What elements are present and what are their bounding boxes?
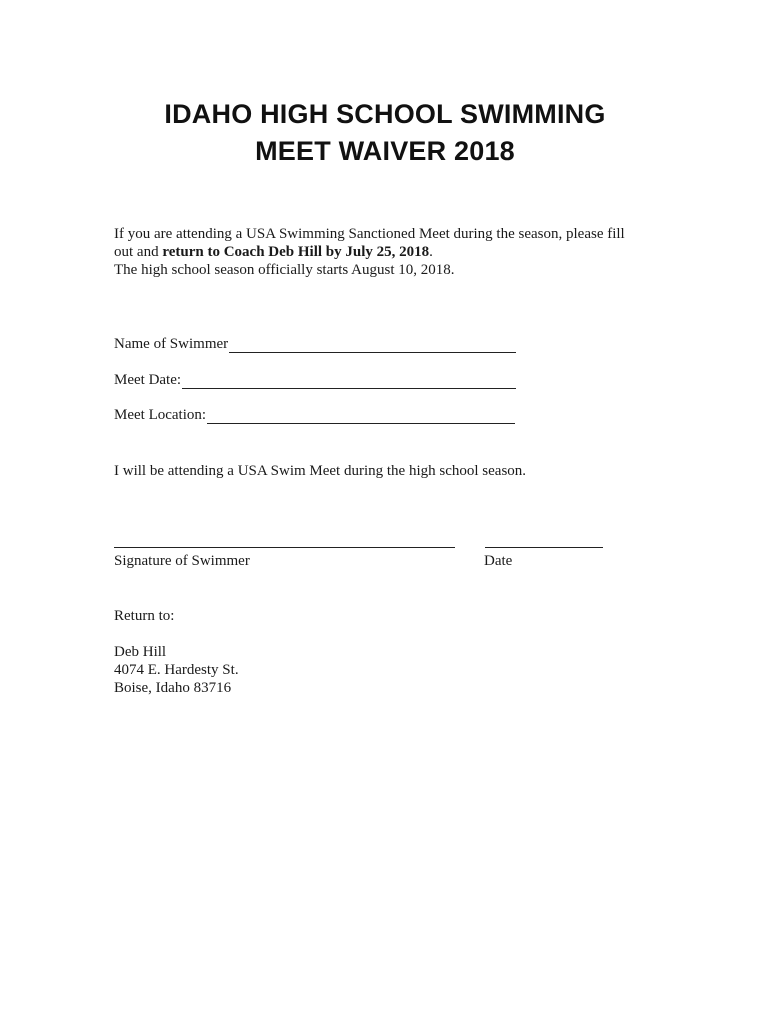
swimmer-name-field[interactable] [114, 335, 516, 353]
intro-line-1: If you are attending a USA Swimming Sanctioned Meet during the season, please fill [114, 226, 625, 242]
date-label: Date [484, 553, 513, 569]
signature-label: Signature of Swimmer [114, 553, 250, 569]
intro-line-3: The high school season officially starts August 10, 2018. [114, 262, 455, 278]
intro-line-2-suffix: . [429, 244, 433, 260]
meet-date-label: Meet Date: [114, 372, 182, 388]
swimmer-name-label: Name of Swimmer [114, 336, 229, 352]
signature-line[interactable] [114, 547, 455, 548]
return-city: Boise, Idaho 83716 [114, 680, 232, 696]
meet-date-line[interactable] [182, 374, 516, 389]
page-title-line-1: IDAHO HIGH SCHOOL SWIMMING [164, 99, 606, 129]
return-name: Deb Hill [114, 644, 167, 660]
meet-location-label: Meet Location: [114, 407, 207, 423]
intro-line-2-prefix: out and [114, 244, 163, 260]
meet-date-field[interactable] [114, 371, 516, 389]
swimmer-name-line[interactable] [229, 338, 516, 353]
intro-line-2 [114, 243, 433, 261]
meet-location-field[interactable] [114, 406, 515, 424]
return-street: 4074 E. Hardesty St. [114, 662, 239, 678]
page-title-line-2: MEET WAIVER 2018 [255, 136, 515, 166]
attendance-statement: I will be attending a USA Swim Meet during the high school season. [114, 463, 527, 479]
return-deadline: return to Coach Deb Hill by July 25, 2018 [162, 244, 430, 260]
meet-location-line[interactable] [207, 409, 515, 424]
date-line[interactable] [485, 547, 603, 548]
return-to-label: Return to: [114, 608, 175, 624]
